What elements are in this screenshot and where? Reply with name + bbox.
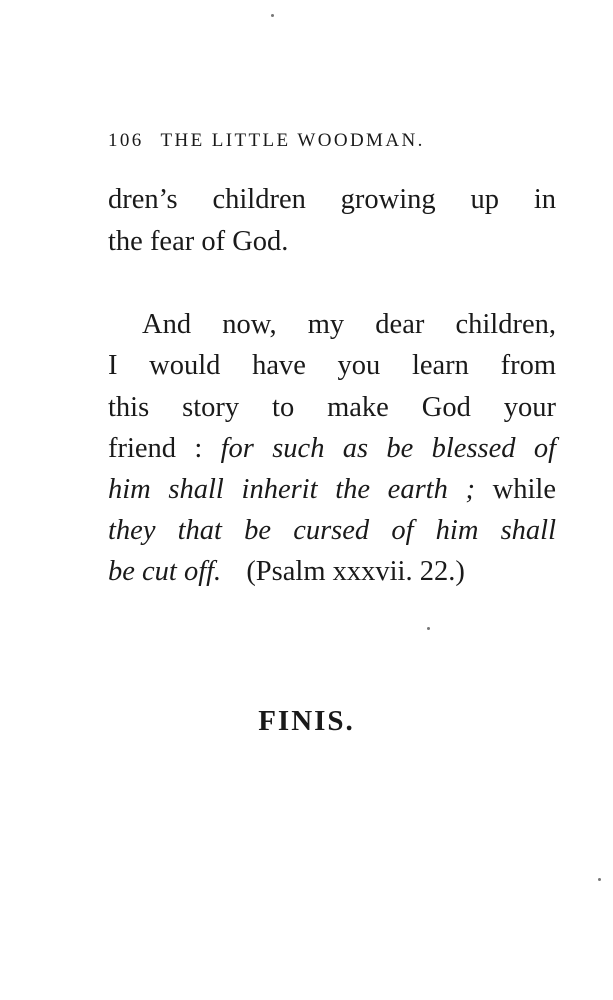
paragraph-line-1: And now, my dear children, bbox=[142, 309, 556, 340]
page-number: 106 bbox=[108, 130, 144, 151]
paragraph-line-4 bbox=[108, 435, 556, 464]
line-4-plain: friend : bbox=[108, 433, 203, 464]
paragraph-line-6: they that be cursed of him shall bbox=[108, 515, 556, 546]
paper-speck bbox=[598, 878, 601, 881]
paper-speck bbox=[271, 14, 274, 17]
paragraph-line-5 bbox=[108, 476, 556, 505]
finis-heading: FINIS. bbox=[258, 705, 355, 737]
line-4-italic: for such as be blessed of bbox=[220, 433, 557, 464]
line-7-italic: be cut off. bbox=[108, 556, 222, 587]
text-line-2: the fear of God. bbox=[108, 226, 289, 257]
line-5-italic: him shall inherit the earth ; bbox=[108, 474, 475, 505]
running-header bbox=[108, 130, 498, 152]
psalm-citation: (Psalm xxxvii. 22.) bbox=[246, 556, 465, 587]
paper-speck bbox=[427, 627, 430, 630]
paragraph-line-7 bbox=[108, 558, 556, 587]
line-5-plain: while bbox=[492, 474, 556, 505]
text-line-1: dren’s children growing up in bbox=[108, 184, 556, 215]
running-title: THE LITTLE WOODMAN. bbox=[160, 130, 425, 151]
paragraph-line-3: this story to make God your bbox=[108, 392, 556, 423]
paragraph-line-2: I would have you learn from bbox=[108, 350, 556, 381]
